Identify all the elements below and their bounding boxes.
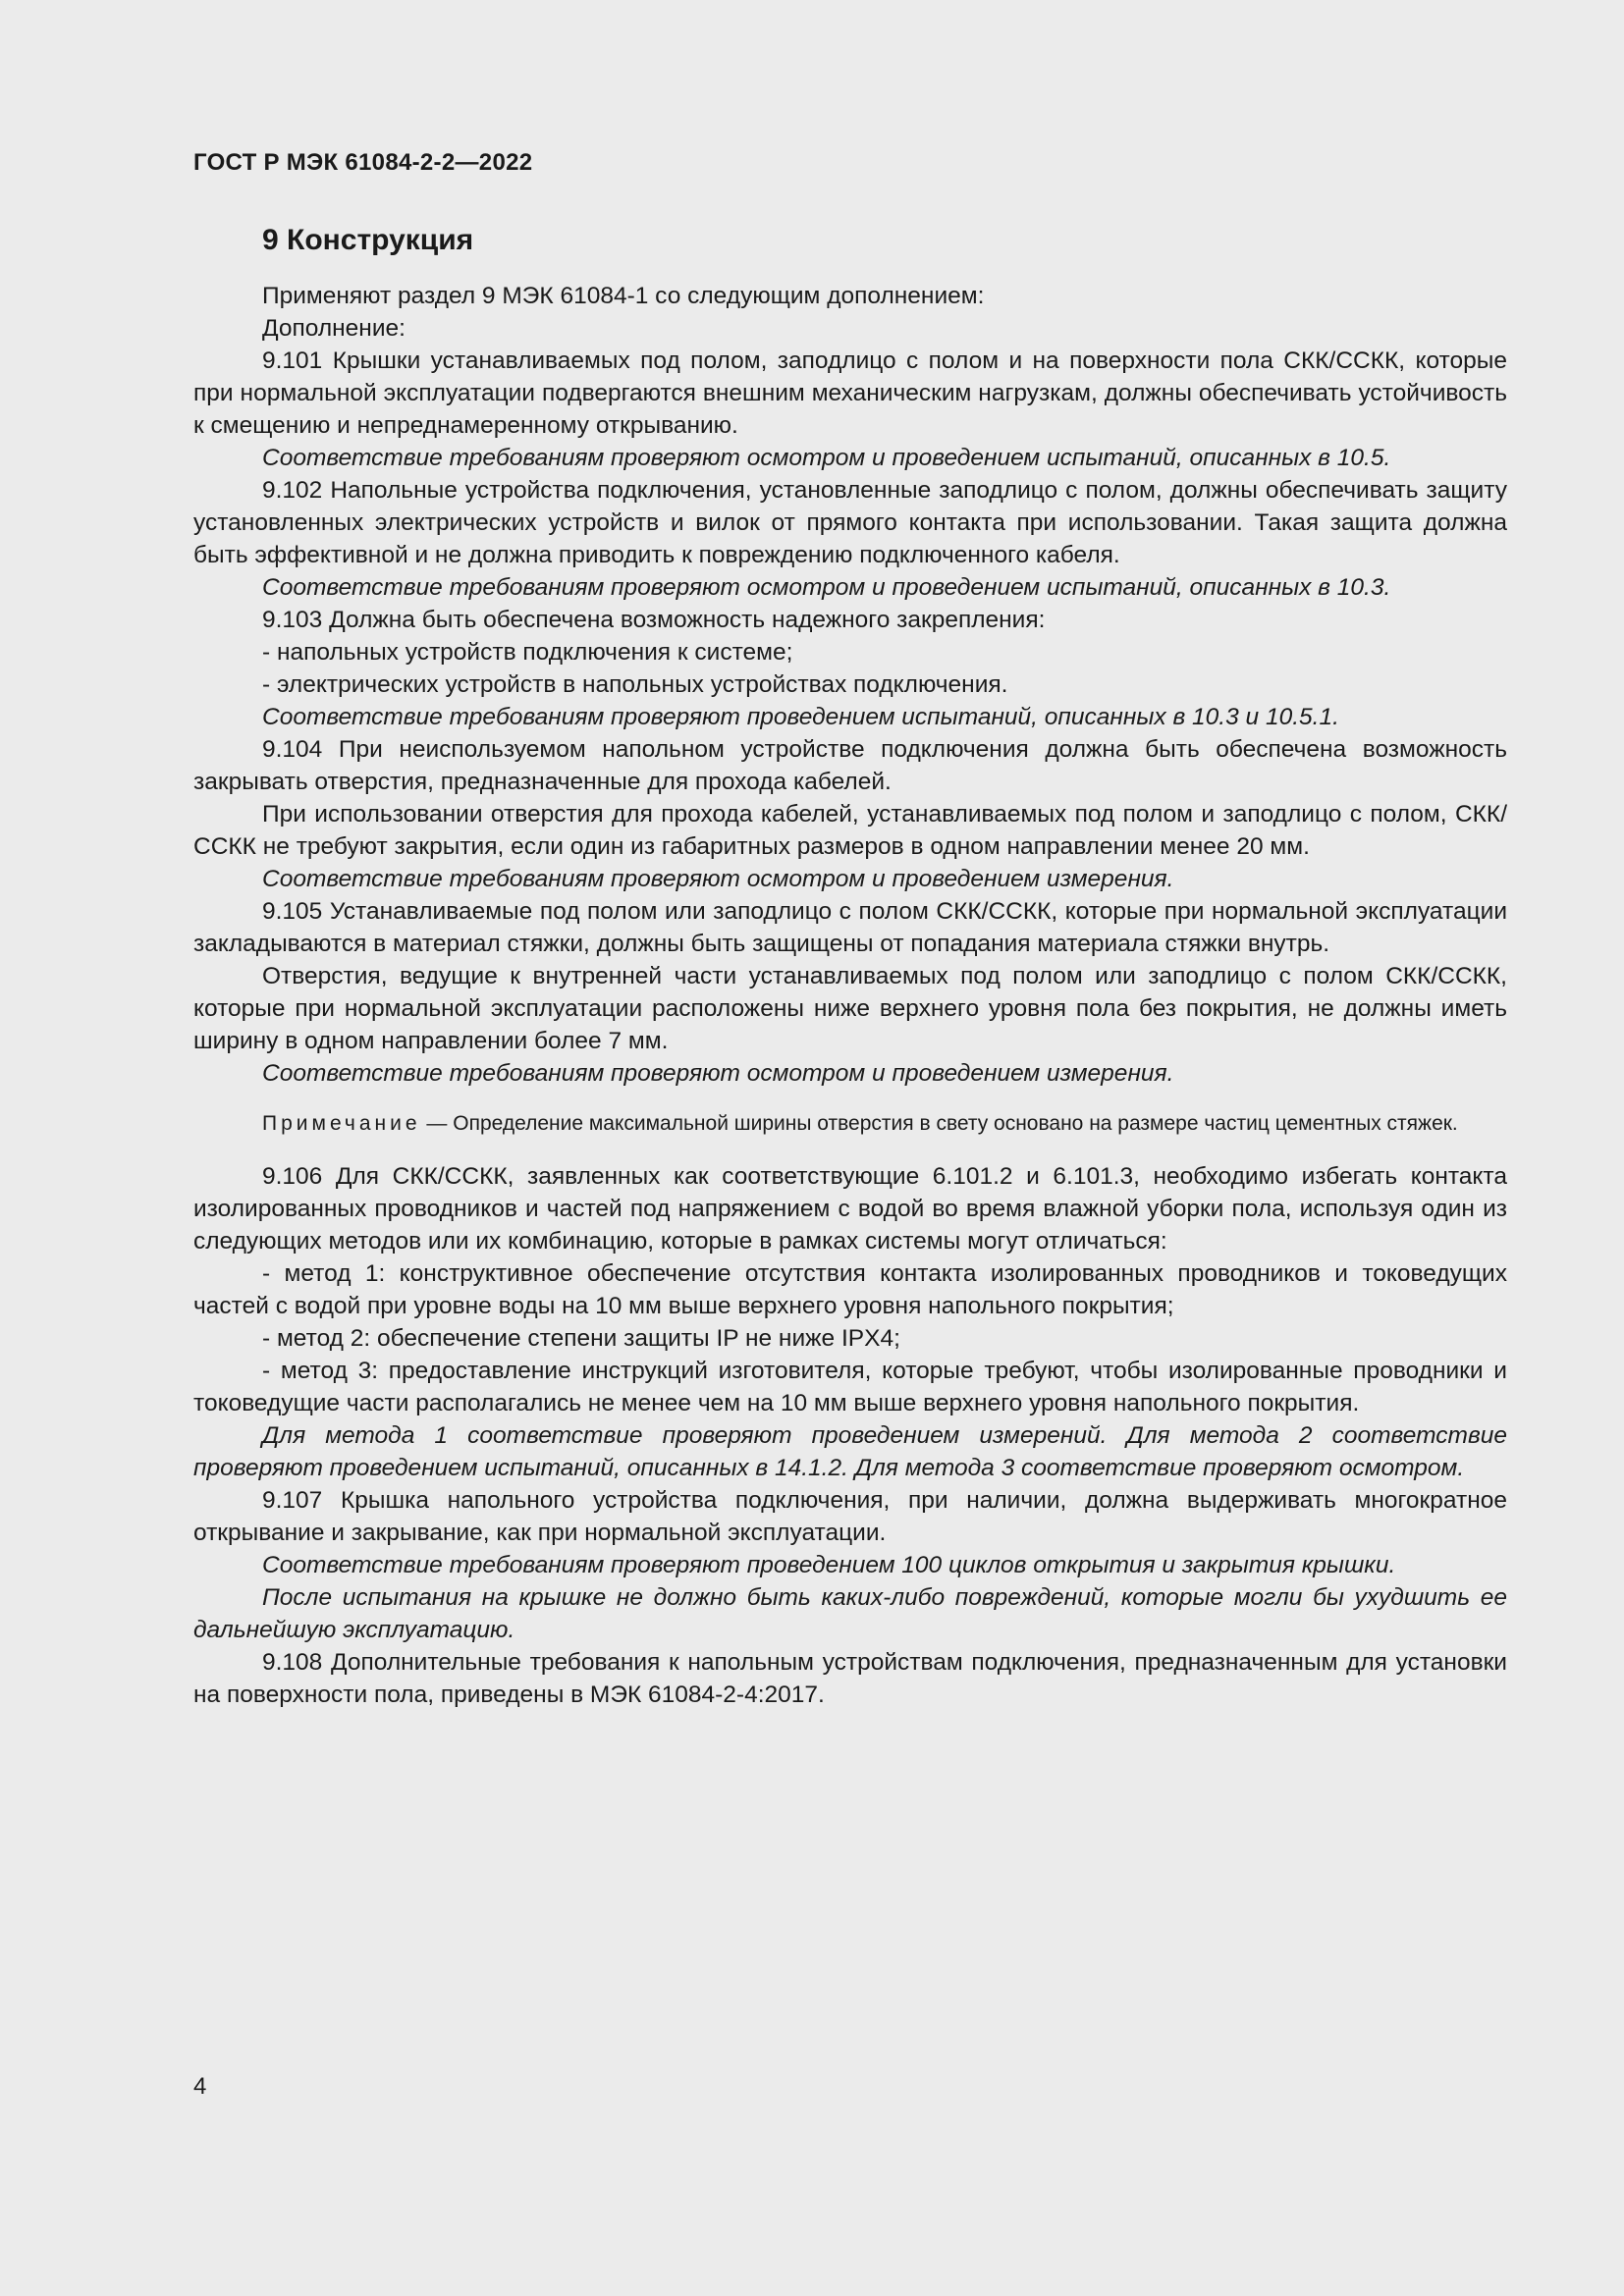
paragraph: Дополнение: [262,315,406,342]
paragraph: Отверстия, ведущие к внутренней части устанавливаемых под полом или заподлицо с полом СКК/ССКК, которые при нормальной эксплуатации расположены ниже верхнего уровня пола без покрытия, не должны иметь ширину в одном направлении более 7 мм. [193,963,1507,1054]
compliance-text: Для метода 1 соответствие проверяют проведением измерений. Для метода 2 соответствие проверяют проведением испытаний, описанных в 14.1.2. Для метода 3 соответствие проверяют осмотром. [193,1422,1507,1481]
clause-9-104: 9.104 При неиспользуемом напольном устройстве подключения должна быть обеспечена возможность закрывать отверстия, предназначенные для прохода кабелей. [193,736,1507,795]
compliance-text: Соответствие требованиям проверяют проведением 100 циклов открытия и закрытия крышки. [262,1552,1396,1578]
clause-9-101: 9.101 Крышки устанавливаемых под полом, заподлицо с полом и на поверхности пола СКК/ССКК, которые при нормальной эксплуатации подвергаются внешним механическим нагрузкам, должны обеспечивать устойчивость к смещению и непреднамеренному открыванию. [193,347,1507,439]
list [193,636,1507,701]
clause-9-107: 9.107 Крышка напольного устройства подключения, при наличии, должна выдерживать многократное открывание и закрывание, как при нормальной эксплуатации. [193,1487,1507,1546]
clause-9-106: 9.106 Для СКК/ССКК, заявленных как соответствующие 6.101.2 и 6.101.3, необходимо избегать контакта изолированных проводников и частей под напряжением с водой во время влажной уборки пола, используя один из следующих методов или их комбинацию, которые в рамках системы могут отличаться: [193,1163,1507,1255]
list-item: - напольных устройств подключения к системе; [262,639,793,666]
paragraph: При использовании отверстия для прохода кабелей, устанавливаемых под полом и заподлицо с полом, СКК/ССКК не требуют закрытия, если один из габаритных размеров в одном направлении менее 20 мм. [193,801,1507,860]
list-item: - метод 1: конструктивное обеспечение отсутствия контакта изолированных проводников и токоведущих частей с водой при уровне воды на 10 мм выше верхнего уровня напольного покрытия; [193,1260,1507,1319]
note [193,1109,1507,1139]
clause-9-102: 9.102 Напольные устройства подключения, установленные заподлицо с полом, должны обеспечивать защиту установленных электрических устройств и вилок от прямого контакта при использовании. Такая защита должна быть эффективной и не должна приводить к повреждению подключенного кабеля. [193,477,1507,568]
list-item: - метод 3: предоставление инструкций изготовителя, которые требуют, чтобы изолированные проводники и токоведущие части располагались не менее чем на 10 мм выше верхнего уровня напольного покрытия. [193,1358,1507,1416]
page-number: 4 [193,2073,207,2100]
clause-9-108: 9.108 Дополнительные требования к напольным устройствам подключения, предназначенным для установки на поверхности пола, приведены в МЭК 61084-2-4:2017. [193,1649,1507,1708]
compliance-text: Соответствие требованиям проверяют проведением испытаний, описанных в 10.3 и 10.5.1. [262,704,1339,730]
document-header: ГОСТ Р МЭК 61084-2-2—2022 [193,149,533,176]
compliance-text: Соответствие требованиям проверяют осмотром и проведением измерения. [262,1060,1174,1087]
page-content [193,224,1507,1711]
list [193,1257,1507,1419]
list-item: - электрических устройств в напольных устройствах подключения. [262,671,1008,698]
list-item: - метод 2: обеспечение степени защиты IP не ниже IPX4; [262,1325,900,1352]
compliance-text: Соответствие требованиям проверяют осмотром и проведением испытаний, описанных в 10.3. [262,574,1391,601]
compliance-text: Соответствие требованиям проверяют осмотром и проведением испытаний, описанных в 10.5. [262,445,1391,471]
note-text: — Определение максимальной ширины отверстия в свету основано на размере частиц цементных стяжек. [420,1112,1458,1135]
note-label: Примечание [262,1112,421,1135]
compliance-text: После испытания на крышке не должно быть каких-либо повреждений, которые могли бы ухудшить ее дальнейшую эксплуатацию. [193,1584,1507,1643]
clause-9-103: 9.103 Должна быть обеспечена возможность надежного закрепления: [262,607,1046,633]
section-title: 9 Конструкция [262,224,474,256]
paragraph: Применяют раздел 9 МЭК 61084-1 со следующим дополнением: [262,283,985,309]
compliance-text: Соответствие требованиям проверяют осмотром и проведением измерения. [262,866,1174,892]
clause-9-105: 9.105 Устанавливаемые под полом или заподлицо с полом СКК/ССКК, которые при нормальной эксплуатации закладываются в материал стяжки, должны быть защищены от попадания материала стяжки внутрь. [193,898,1507,957]
